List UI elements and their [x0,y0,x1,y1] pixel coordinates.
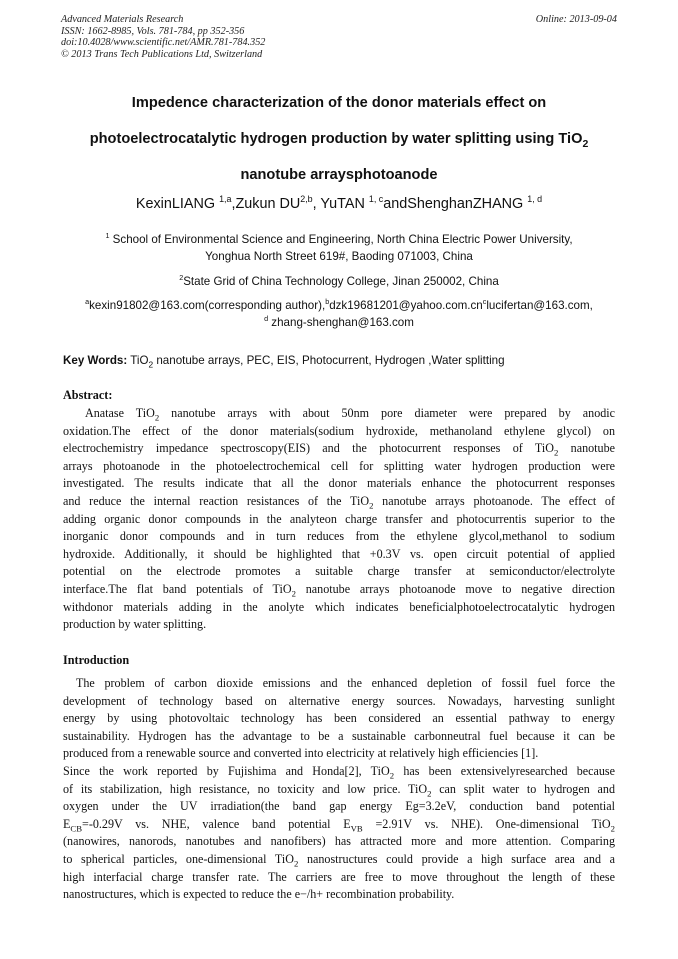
email-c-mark: c [482,297,487,307]
affiliation-2-text: State Grid of China Technology College, Jinan 250002, China [183,275,499,288]
email-d-mark: d [264,314,269,324]
subscript: 2 [427,787,432,798]
intro-text: can split water to hydrogen and [431,781,615,796]
emails-line-2 [40,314,638,331]
abstract-line: investigated. The results indicate that all the donor materials enhance the photocurrent responses [63,476,615,491]
emails-line-1 [40,297,638,314]
author-4-affil: 1, d [527,194,543,205]
intro-line [63,851,615,869]
abstract-line: withdonor materials adding in the anolyte which indicates beneficialphotoelectrocatalytic hydrogen [63,599,615,614]
title-line-1: Impedence characterization of the donor materials effect on [131,95,547,111]
abstract-line [63,493,615,511]
affiliation-2 [40,273,638,290]
author-1: KexinLIANG [135,196,220,212]
title-line-2 [40,121,638,157]
intro-text: nanostructures could provide a high surface area and a [298,851,615,866]
subscript: VB [350,823,363,834]
intro-text: E [63,816,71,831]
affiliation-1-text: School of Environmental Science and Engineering, North China Electric Power University, [109,233,573,246]
abstract-text: nanotube [558,441,615,456]
intro-line: produced from a renewable source and converted into electricity at relatively high efficiencies [1]. [63,746,539,761]
author-2: ,Zukun DU [231,196,301,212]
subscript: 2 [293,858,299,869]
intro-line: (nanowires, nanorods, nanotubes and nanofibers) has attracted more and more attention. Comparing [63,834,615,849]
abstract-text: electrochemistry impedance spectroscopy(EIS) and the photocurrent responses of TiO [63,441,554,456]
email-a-mark: a [85,297,90,307]
intro-line: The problem of carbon dioxide emissions and the enhanced depletion of fossil fuel force the [76,676,615,690]
email-b-mark: b [325,297,330,307]
affiliation-1 [40,231,638,265]
author-emails [40,297,638,331]
abstract-text: nanotube arrays with about 50nm pore diameter were prepared by anodic [159,406,615,420]
journal-info [61,14,265,60]
doi-line: doi:10.4028/www.scientific.net/AMR.781-784.352 [61,37,266,49]
abstract-line [63,581,615,599]
intro-text: to spherical particles, one-dimensional TiO [63,851,294,866]
online-date: Online: 2013-09-04 [535,14,617,25]
author-3-affil: 1, c [368,194,384,205]
abstract-body [63,405,615,634]
affiliation-1-line-1 [40,231,638,248]
intro-text: of its stabilization, high resistance, no toxicity and low price. TiO [63,781,428,796]
intro-line [63,781,615,799]
title-line-2-text: photoelectrocatalytic hydrogen production by water splitting using TiO [89,131,583,147]
intro-text: =-0.29V vs. NHE, valence band potential E [82,816,351,831]
keywords [63,354,623,370]
title-line-3: nanotube arraysphotoanode [240,167,438,183]
abstract-line [63,405,615,423]
intro-text: Since the work reported by Fujishima and Honda[2], TiO [63,763,390,778]
abstract-line: hydroxide. Additionally, it should be highlighted that +0.3V vs. open circuit potential of applied [63,546,615,561]
issn-line: ISSN: 1662-8985, Vols. 781-784, pp 352-356 [61,25,245,37]
keywords-tio2: TiO [127,354,149,367]
subscript: 2 [553,447,559,458]
intro-line: nanostructures, which is expected to reduce the e−/h+ recombination probability. [63,887,455,902]
keywords-subscript: 2 [148,359,154,370]
keywords-label: Key Words: [63,354,128,367]
author-3: , YuTAN [312,196,369,212]
email-c: lucifertan@163.com, [486,299,593,312]
abstract-line: oxidation.The effect of the donor materials(sodium hydroxide, methanoland ethylene glycol) on [63,423,615,438]
intro-line: development of technology based on alternative energy sources. Nowadays, harvesting sunlight [63,693,615,708]
paper-title [40,85,638,193]
intro-line: high interfacial charge transfer rate. The carriers are free to move throughout the length of these [63,869,615,884]
journal-name: Advanced Materials Research [61,14,184,25]
author-list [30,196,648,212]
abstract-text: and reduce the internal reaction resistances of the TiO [63,493,370,508]
subscript: 2 [154,412,160,423]
email-a: kexin91802@163.com(corresponding author), [89,299,326,312]
introduction-body [63,675,615,904]
abstract-heading: Abstract: [63,388,113,402]
keywords-rest: nanotube arrays, PEC, EIS, Photocurrent, Hydrogen ,Water splitting [153,354,505,367]
abstract-text: nanotube arrays photoanode. The effect of [373,493,615,508]
abstract-text: nanotube arrays photoanode move to negative direction [295,581,615,596]
intro-text: =2.91V vs. NHE). One-dimensional TiO [362,816,611,831]
subscript: 2 [369,500,374,511]
abstract-text: interface.The flat band potentials of TiO [63,581,292,596]
intro-line: sustainability. Hydrogen has the advantage to be a sustainable carbonneutral fuel because it can be [63,728,615,743]
abstract-line: production by water splitting. [63,617,207,632]
subscript: CB [70,823,83,834]
subscript: 2 [610,823,615,834]
intro-line [63,816,615,834]
abstract-text: Anatase TiO [85,406,155,420]
abstract-line: arrays photoanode in the photoelectrochemical cell for splitting water hydrogen production were [63,458,615,473]
title-subscript: 2 [582,137,589,150]
copyright-line: © 2013 Trans Tech Publications Ltd, Switzerland [61,48,263,60]
affiliation-1-mark: 1 [105,231,110,241]
author-4: andShenghanZHANG [383,196,528,212]
intro-line: energy by using photovoltaic technology has been considered an essential pathway to energy [63,711,615,726]
intro-line [63,763,615,781]
intro-line: oxygen under the UV irradiation(the band gap energy Eg=3.2eV, conduction band potential [63,799,615,814]
email-b: dzk19681201@yahoo.com.cn [329,299,483,312]
abstract-line: inorganic donor compounds and in turn reduces from the ethylene glycol,methanol to sodium [63,529,615,544]
subscript: 2 [291,588,296,599]
subscript: 2 [389,770,395,781]
author-1-affil: 1,a [219,194,232,205]
affiliation-1-line-2: Yonghua North Street 619#, Baoding 071003, China [205,250,473,263]
abstract-line [63,440,615,458]
affiliation-2-mark: 2 [179,273,184,283]
affiliation-2-line [40,273,638,290]
abstract-line: adding organic donor compounds in the analyteon charge transfer and photocurrentis superior to the [63,511,615,526]
abstract-line: potential on the electrode promotes a suitable charge transfer at semiconductor/electrolyte [63,564,615,579]
author-2-affil: 2,b [300,194,313,205]
email-d: zhang-shenghan@163.com [268,316,414,329]
intro-text: has been extensivelyresearched because [394,763,615,778]
introduction-heading: Introduction [63,653,130,667]
